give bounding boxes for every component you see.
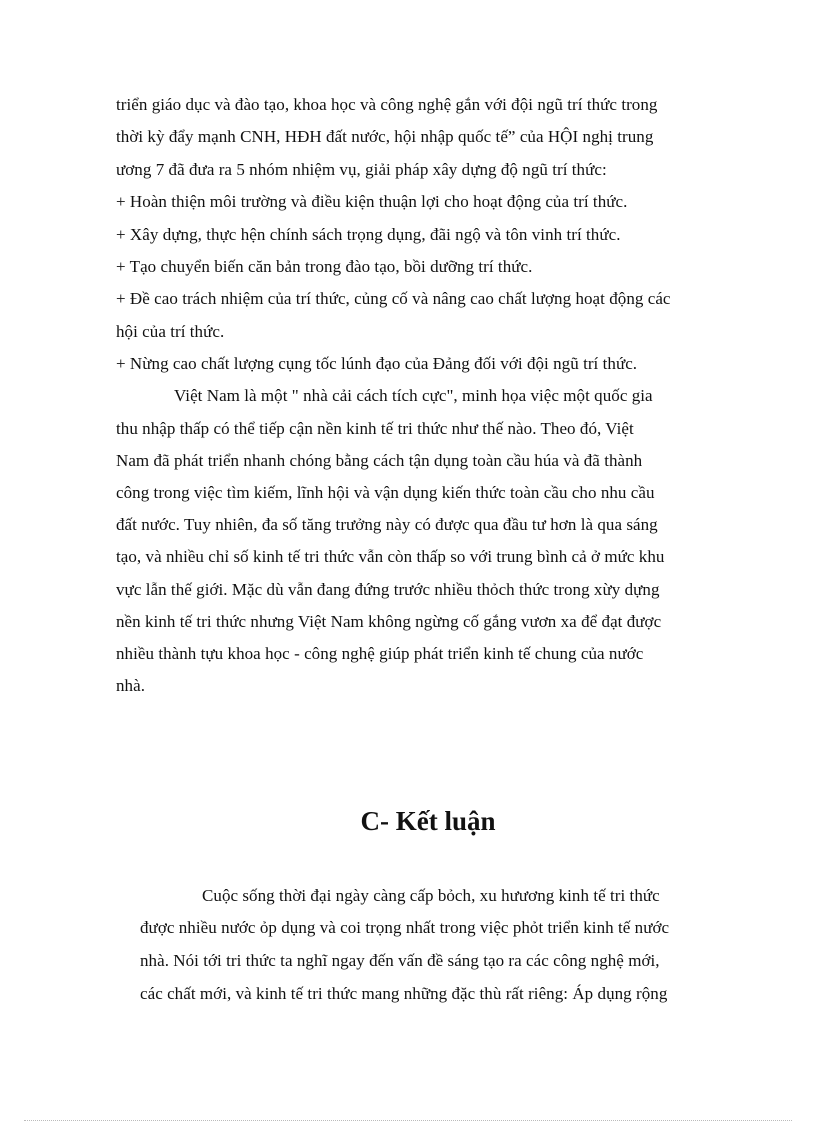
- paragraph-line: công trong việc tìm kiếm, lĩnh hội và vận dụng kiến thức toàn cầu cho nhu cầu: [116, 483, 655, 502]
- page-bottom-divider: [24, 1120, 792, 1121]
- bullet-item: + Đề cao trách nhiệm của trí thức, củng cố và nâng cao chất lượng hoạt động các: [116, 289, 671, 308]
- bullet-item-continuation: hội của trí thức.: [116, 322, 225, 341]
- paragraph-line: Nam đã phát triển nhanh chóng bằng cách tận dụng toàn cầu húa và đã thành: [116, 451, 643, 470]
- bullet-item: + Hoàn thiện môi trường và điều kiện thuận lợi cho hoạt động của trí thức.: [116, 192, 628, 211]
- conclusion-line: Cuộc sống thời đại ngày càng cấp bỏch, xu hưương kinh tế tri thức: [202, 886, 660, 905]
- conclusion-line: nhà. Nói tới tri thức ta nghĩ ngay đến vấn đề sáng tạo ra các công nghệ mới,: [140, 951, 660, 970]
- conclusion-line: các chất mới, và kinh tế tri thức mang những đặc thù rất riêng: Áp dụng rộng: [140, 984, 668, 1003]
- paragraph-line: nhiều thành tựu khoa học - công nghệ giúp phát triển kinh tế chung của nước: [116, 644, 644, 663]
- bullet-item: + Tạo chuyển biến căn bản trong đào tạo, bồi dưỡng trí thức.: [116, 257, 533, 276]
- section-heading: C- Kết luận: [360, 806, 496, 836]
- paragraph-line: nhà.: [116, 676, 145, 695]
- paragraph-line: thu nhập thấp có thể tiếp cận nền kinh tế tri thức như thế nào. Theo đó, Việt: [116, 419, 634, 438]
- paragraph-line: nền kinh tế tri thức nhưng Việt Nam không ngừng cố gắng vươn xa để đạt được: [116, 612, 662, 631]
- body-line: triển giáo dục và đào tạo, khoa học và công nghệ gắn với đội ngũ trí thức trong: [116, 95, 658, 114]
- paragraph-line: tạo, và nhiều chỉ số kinh tế tri thức vẫn còn thấp so với trung bình cả ở mức khu: [116, 547, 665, 566]
- body-line: thời kỳ đẩy mạnh CNH, HĐH đất nước, hội nhập quốc tế” của HỘI nghị trung: [116, 127, 654, 146]
- paragraph-line: Việt Nam là một " nhà cải cách tích cực", minh họa việc một quốc gia: [174, 386, 653, 405]
- bullet-item: + Xây dựng, thực hện chính sách trọng dụng, đãi ngộ và tôn vinh trí thức.: [116, 225, 621, 244]
- bullet-item: + Nừng cao chất lượng cụng tốc lúnh đạo của Đảng đối với đội ngũ trí thức.: [116, 354, 638, 373]
- body-line: ương 7 đã đưa ra 5 nhóm nhiệm vụ, giải pháp xây dựng độ ngũ trí thức:: [116, 160, 607, 179]
- paragraph-line: vực lẫn thế giới. Mặc dù vẫn đang đứng trước nhiều thỏch thức trong xừy dựng: [116, 580, 660, 599]
- paragraph-line: đất nước. Tuy nhiên, đa số tăng trưởng này có được qua đầu tư hơn là qua sáng: [116, 515, 658, 534]
- conclusion-line: được nhiều nước ỏp dụng và coi trọng nhất trong việc phỏt triển kinh tế nước: [140, 918, 670, 937]
